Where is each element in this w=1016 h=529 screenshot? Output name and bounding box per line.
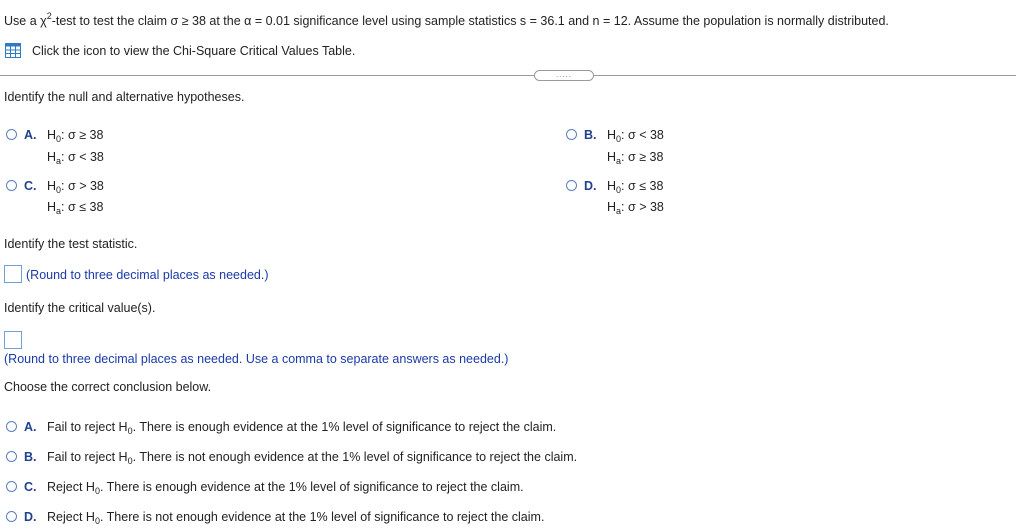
hypothesis-option-a-h0: $H_0$: σ ≥ 38 bbox=[47, 128, 104, 144]
hypothesis-option-b-ha: $H_a$: σ ≥ 38 bbox=[607, 150, 664, 166]
test-statistic-input[interactable] bbox=[4, 265, 22, 283]
conclusion-option-c-text: Reject $H_0$. There is enough evidence at the 1% level of significance to reject the claim. bbox=[47, 480, 524, 496]
problem-text-start: Use a bbox=[4, 14, 41, 28]
chi-symbol: χ bbox=[40, 14, 47, 28]
hypothesis-option-a-radio[interactable] bbox=[6, 129, 17, 140]
problem-statement bbox=[4, 11, 889, 28]
chi-superscript: 2 bbox=[46, 11, 52, 21]
conclusion-option-b-letter: B. bbox=[24, 450, 37, 464]
critical-value-hint: (Round to three decimal places as needed. Use a comma to separate answers as needed.) bbox=[4, 352, 509, 366]
conclusion-option-b-radio[interactable] bbox=[6, 451, 17, 462]
hypothesis-option-a-ha: $H_a$: σ < 38 bbox=[47, 150, 104, 166]
conclusion-option-a-text: Fail to reject $H_0$. There is enough evidence at the 1% level of significance to reject the claim. bbox=[47, 420, 557, 436]
hypothesis-option-b-letter: B. bbox=[584, 128, 597, 142]
hypothesis-option-c-radio[interactable] bbox=[6, 180, 17, 191]
conclusion-option-d-text: Reject $H_0$. There is not enough evidence at the 1% level of significance to reject the claim. bbox=[47, 510, 545, 526]
problem-text-end: -test to test the claim σ ≥ 38 at the α = 0.01 significance level using sample statistics s = 36.1 and n = 12. Assume the population is normally distributed. bbox=[51, 14, 889, 28]
conclusion-option-a-radio[interactable] bbox=[6, 421, 17, 432]
expand-more-button[interactable]: ..... bbox=[534, 70, 594, 81]
hypothesis-option-d-h0: $H_0$: σ ≤ 38 bbox=[607, 179, 664, 195]
conclusion-option-c-radio[interactable] bbox=[6, 481, 17, 492]
critical-value-input[interactable] bbox=[4, 331, 22, 349]
conclusion-prompt: Choose the correct conclusion below. bbox=[4, 380, 212, 394]
hypothesis-option-d-radio[interactable] bbox=[566, 180, 577, 191]
hypothesis-option-a-letter: A. bbox=[24, 128, 37, 142]
hypothesis-option-c-letter: C. bbox=[24, 179, 37, 193]
critical-value-prompt: Identify the critical value(s). bbox=[4, 301, 156, 315]
conclusion-option-a-letter: A. bbox=[24, 420, 37, 434]
conclusion-option-d-radio[interactable] bbox=[6, 511, 17, 522]
table-icon[interactable] bbox=[5, 43, 21, 58]
hypothesis-option-d-letter: D. bbox=[584, 179, 597, 193]
test-statistic-hint: (Round to three decimal places as needed.) bbox=[26, 268, 269, 282]
hypothesis-option-d-ha: $H_a$: σ > 38 bbox=[607, 200, 664, 216]
section-divider bbox=[0, 75, 1016, 76]
hypothesis-option-b-radio[interactable] bbox=[566, 129, 577, 140]
hypothesis-option-c-ha: $H_a$: σ ≤ 38 bbox=[47, 200, 104, 216]
conclusion-option-d-letter: D. bbox=[24, 510, 37, 524]
table-link[interactable]: Click the icon to view the Chi-Square Critical Values Table. bbox=[32, 44, 356, 58]
hypothesis-option-b-h0: $H_0$: σ < 38 bbox=[607, 128, 664, 144]
conclusion-option-b-text: Fail to reject $H_0$. There is not enough evidence at the 1% level of significance to reject the claim. bbox=[47, 450, 578, 466]
conclusion-option-c-letter: C. bbox=[24, 480, 37, 494]
test-statistic-prompt: Identify the test statistic. bbox=[4, 237, 138, 251]
hypothesis-option-c-h0: $H_0$: σ > 38 bbox=[47, 179, 104, 195]
hypotheses-prompt: Identify the null and alternative hypotheses. bbox=[4, 90, 245, 104]
